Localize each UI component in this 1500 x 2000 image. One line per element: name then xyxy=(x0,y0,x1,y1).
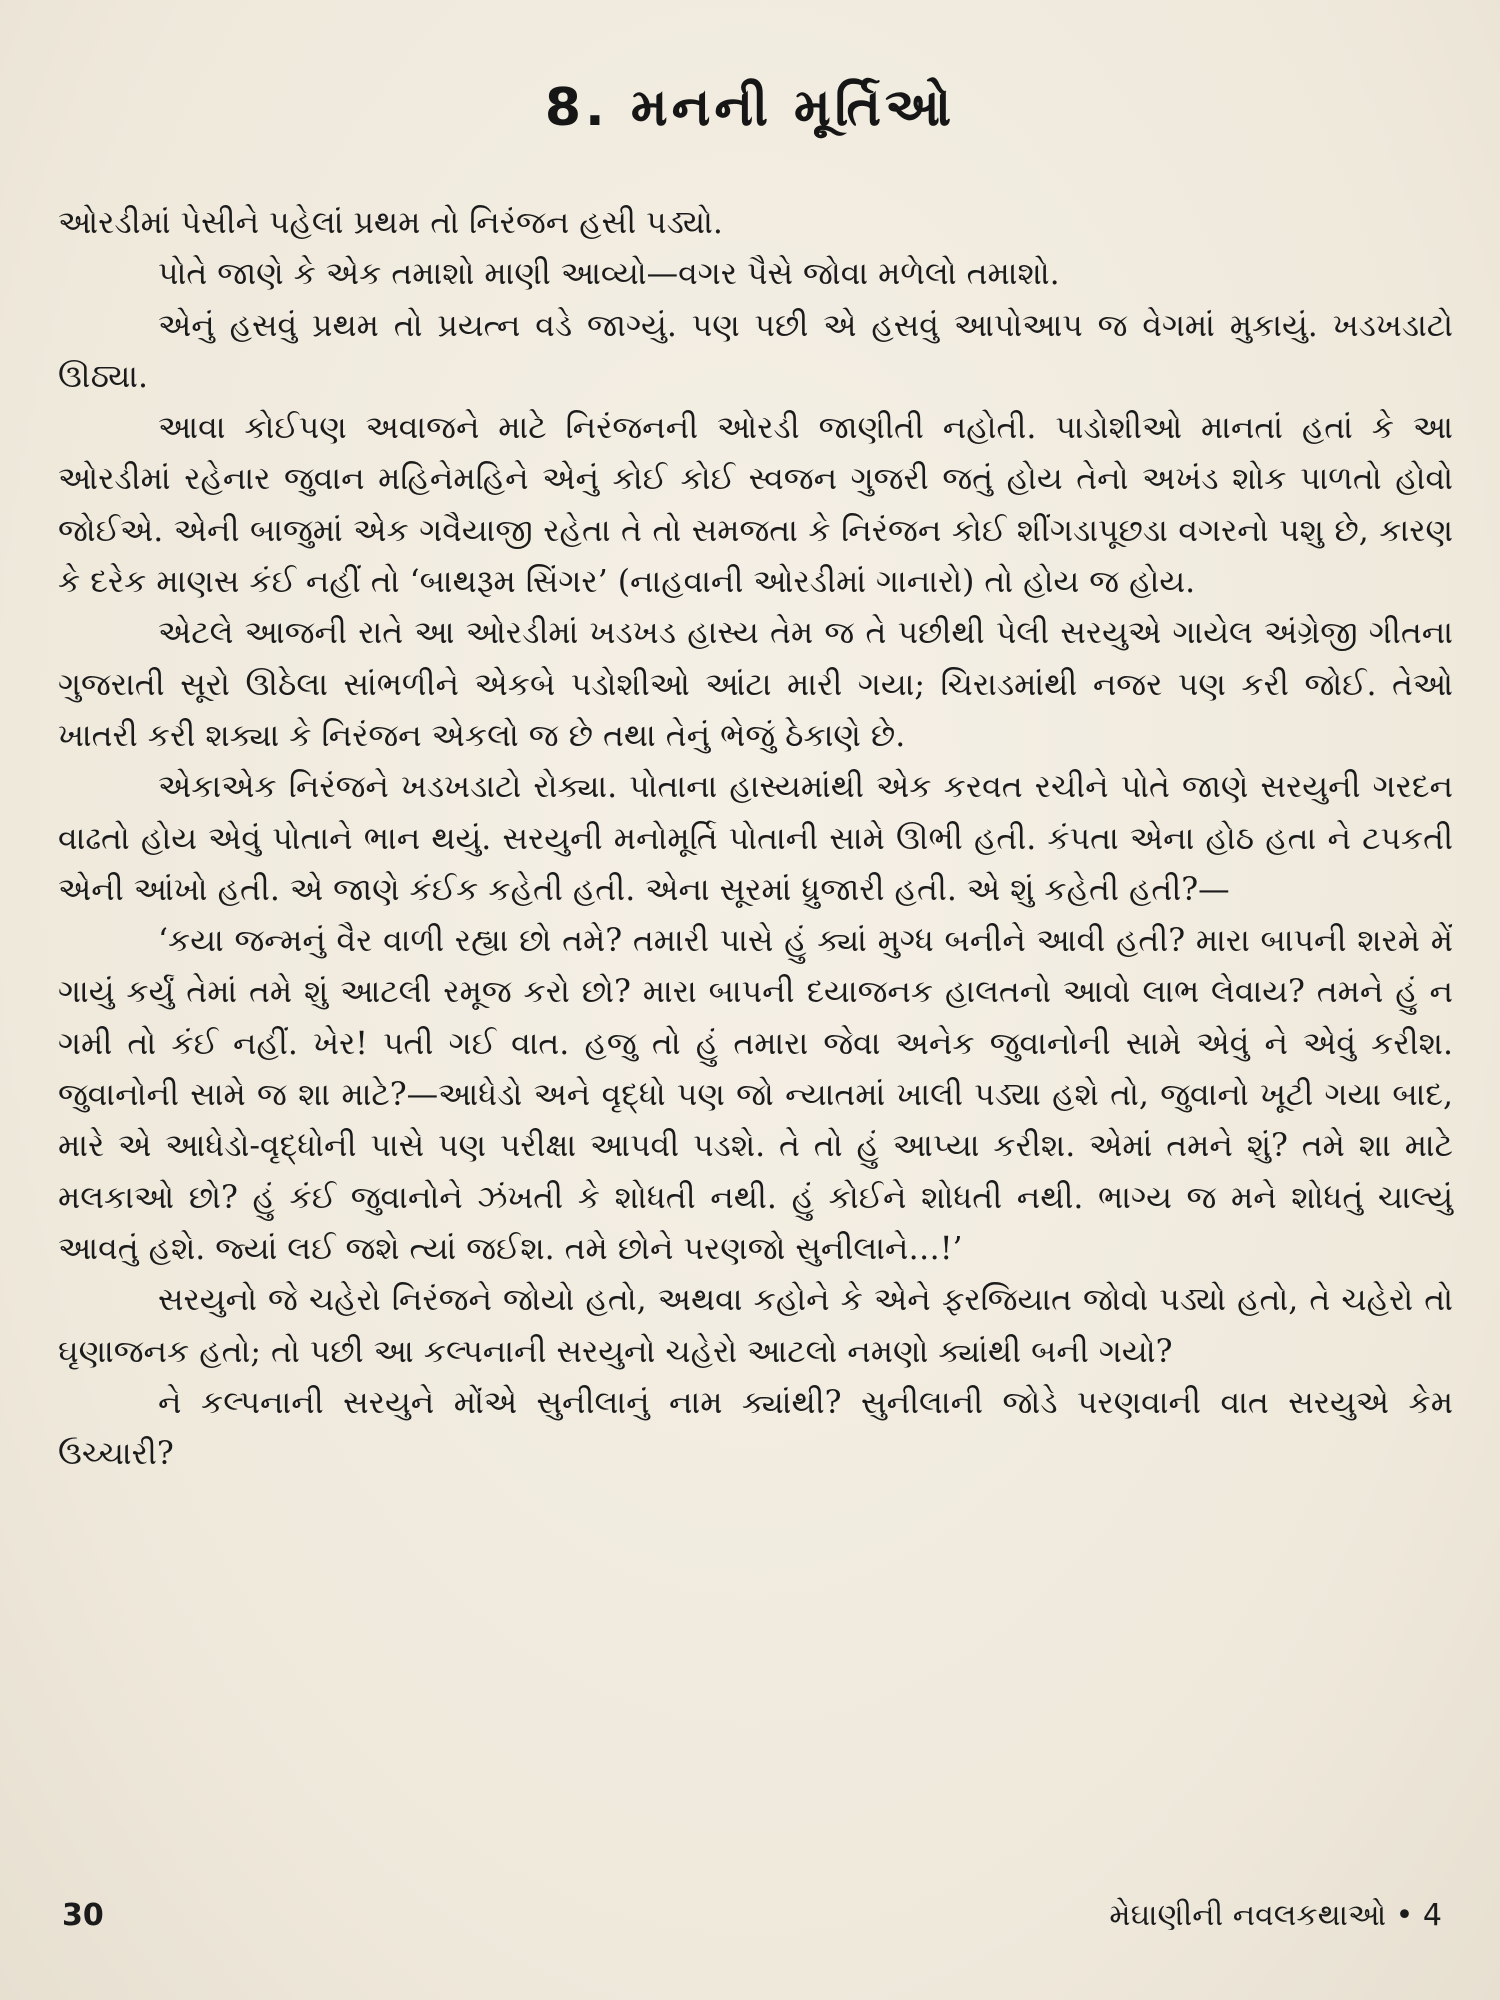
paragraph: એટલે આજની રાતે આ ઓરડીમાં ખડખડ હાસ્ય તેમ જ તે પછીથી પેલી સરયુએ ગાયેલ અંગ્રેજી ગીતના ગુજરાતી સૂરો ઊઠેલા સાંભળીને એકબે પડોશીઓ આંટા મારી ગયા; ચિરાડમાંથી નજર પણ કરી જોઈ. તેઓ ખાતરી કરી શક્યા કે નિરંજન એકલો જ છે તથા તેનું ભેજું ઠેકાણે છે. xyxy=(58,615,1453,754)
paragraph: એકાએક નિરંજને ખડખડાટો રોક્યા. પોતાના હાસ્યમાંથી એક કરવત રચીને પોતે જાણે સરયુની ગરદન વાઢતો હોય એવું પોતાને ભાન થયું. સરયુની મનોમૂર્તિ પોતાની સામે ઊભી હતી. કંપતા એના હોઠ હતા ને ટપકતી એની આંખો હતી. એ જાણે કંઈક કહેતી હતી. એના સૂરમાં ધ્રુજારી હતી. એ શું કહેતી હતી?— xyxy=(58,769,1453,908)
paragraph: ‘કયા જન્મનું વૈર વાળી રહ્યા છો તમે? તમારી પાસે હું ક્યાં મુગ્ધ બનીને આવી હતી? મારા બાપની શરમે મેં ગાયું કર્યું તેમાં તમે શું આટલી રમૂજ કરો છો? મારા બાપની દયાજનક હાલતનો આવો લાભ લેવાય? તમને હું ન ગમી તો કંઈ નહીં. ખેર! પતી ગઈ વાત. હજુ તો હું તમારા જેવા અનેક જુવાનોની સામે એવું ને એવું કરીશ. જુવાનોની સામે જ શા માટે?—આધેડો અને વૃદ્ધો પણ જો ન્યાતમાં ખાલી પડ્યા હશે તો, જુવાનો ખૂટી ગયા બાદ, મારે એ આધેડો-વૃદ્ધોની પાસે પણ પરીક્ષા આપવી પડશે. તે તો હું આપ્યા કરીશ. એમાં તમને શું? તમે શા માટે મલકાઓ છો? હું કંઈ જુવાનોને ઝંખતી કે શોધતી નથી. હું કોઈને શોધતી નથી. ભાગ્ય જ મને શોધતું ચાલ્યું આવતું હશે. જ્યાં લઈ જશે ત્યાં જઈશ. તમે છોને પરણજો સુનીલાને…!’ xyxy=(58,923,1453,1267)
paragraph: સરયુનો જે ચહેરો નિરંજને જોયો હતો, અથવા કહોને કે એને ફરજિયાત જોવો પડ્યો હતો, તે ચહેરો તો ઘૃણાજનક હતો; તો પછી આ કલ્પનાની સરયુનો ચહેરો આટલો નમણો ક્યાંથી બની ગયો? xyxy=(58,1282,1453,1370)
chapter-body xyxy=(58,198,1453,1480)
page-number: 30 xyxy=(62,1898,104,1933)
paragraph: ને કલ્પનાની સરયુને મોંએ સુનીલાનું નામ ક્યાંથી? સુનીલાની જોડે પરણવાની વાત સરયુએ કેમ ઉચ્ચારી? xyxy=(58,1384,1453,1473)
page-footer xyxy=(62,1898,1442,1948)
paragraph: એનું હસવું પ્રથમ તો પ્રયત્ન વડે જાગ્યું. પણ પછી એ હસવું આપોઆપ જ વેગમાં મુકાયું. ખડખડાટો ઊઠ્યા. xyxy=(58,307,1453,395)
chapter-title: 8. મનની મૂર્તિઓ xyxy=(544,78,956,138)
paragraph: પોતે જાણે કે એક તમાશો માણી આવ્યો—વગર પૈસે જોવા મળેલો તમાશો. xyxy=(158,256,1060,293)
paragraph: ઓરડીમાં પેસીને પહેલાં પ્રથમ તો નિરંજન હસી પડ્યો. xyxy=(58,205,723,241)
running-book-title: મેઘાણીની નવલકથાઓ • 4 xyxy=(1109,1898,1442,1933)
paragraph: આવા કોઈપણ અવાજને માટે નિરંજનની ઓરડી જાણીતી નહોતી. પાડોશીઓ માનતાં હતાં કે આ ઓરડીમાં રહેનાર જુવાન મહિનેમહિને એનું કોઈ કોઈ સ્વજન ગુજરી જતું હોય તેનો અખંડ શોક પાળતો હોવો જોઈએ. એની બાજુમાં એક ગવૈયાજી રહેતા તે તો સમજતા કે નિરંજન કોઈ શીંગડાપૂછડા વગરનો પશુ છે, કારણ કે દરેક માણસ કંઈ નહીં તો ‘બાથરૂમ સિંગર’ (નાહવાની ઓરડીમાં ગાનારો) તો હોય જ હોય. xyxy=(58,410,1453,601)
